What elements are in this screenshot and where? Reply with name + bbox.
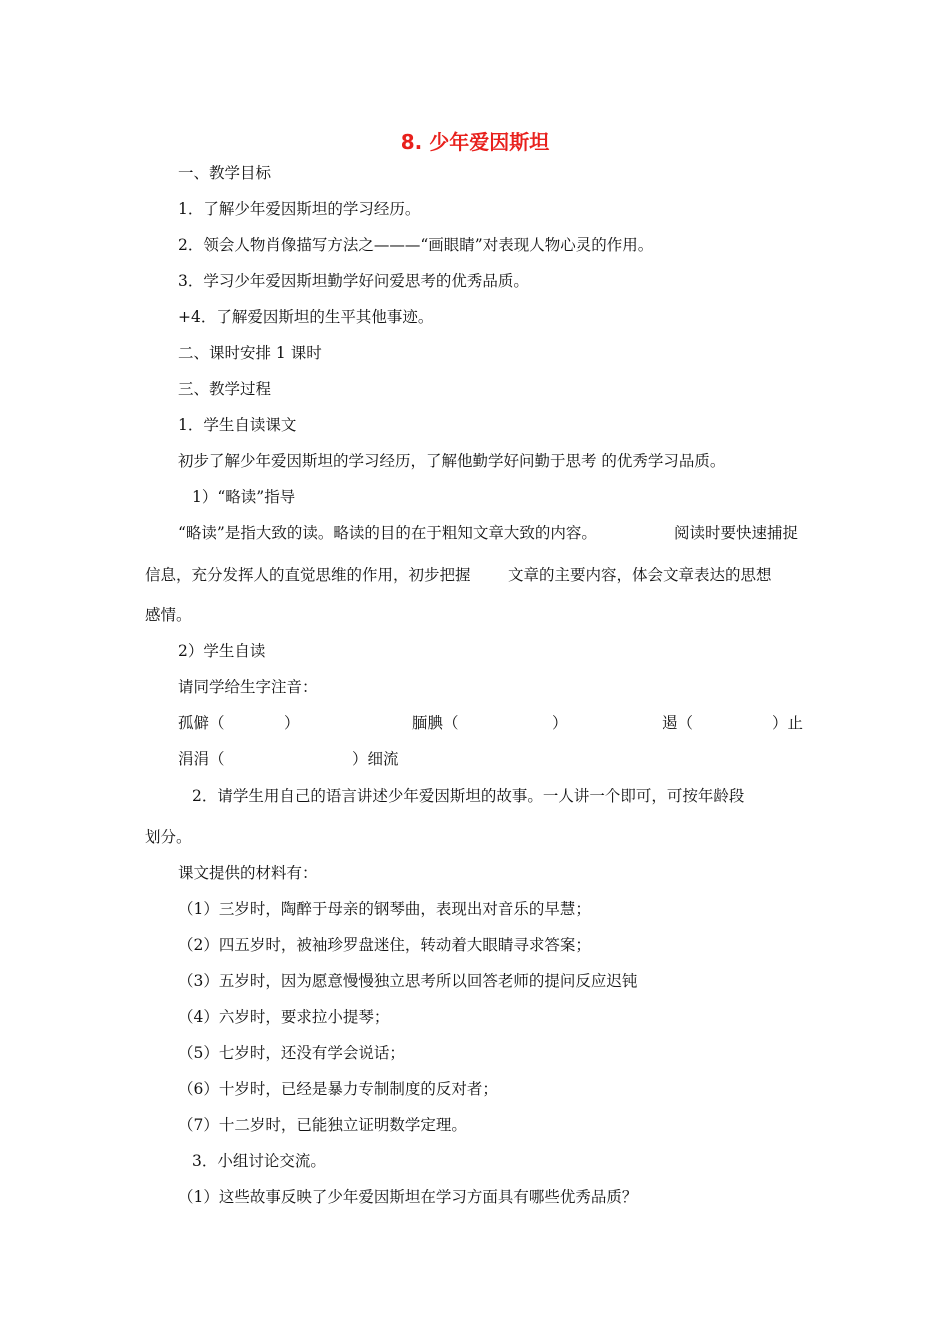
paragraph-line: 信息，充分发挥人的直觉思维的作用，初步把握 xyxy=(145,566,471,584)
section-heading: 二、课时安排 1 课时 xyxy=(178,344,322,362)
goal-item: 1．了解少年爱因斯坦的学习经历。 xyxy=(178,200,421,218)
goal-item: 2．领会人物肖像描写方法之———“画眼睛”对表现人物心灵的作用。 xyxy=(178,236,654,254)
list-item: （5）七岁时，还没有学会说话； xyxy=(178,1044,405,1062)
phonetic-word: ） xyxy=(284,714,300,732)
page-title: 8. 少年爱因斯坦 xyxy=(400,130,550,154)
list-item: （1）三岁时，陶醉于母亲的钢琴曲，表现出对音乐的早慧； xyxy=(178,900,591,918)
paragraph-line: 划分。 xyxy=(145,828,192,846)
list-item: （7）十二岁时，已能独立证明数学定理。 xyxy=(178,1116,467,1134)
paragraph: 请同学给生字注音： xyxy=(178,678,318,696)
paragraph-line: 文章的主要内容，体会文章表达的思想 xyxy=(508,566,772,584)
goal-item: +4．了解爱因斯坦的生平其他事迹。 xyxy=(178,308,434,326)
section-heading: 一、教学目标 xyxy=(178,164,272,182)
question-item: （1）这些故事反映了少年爱因斯坦在学习方面具有哪些优秀品质？ xyxy=(178,1188,638,1206)
list-item: （4）六岁时，要求拉小提琴； xyxy=(178,1008,390,1026)
paragraph-line: “略读”是指大致的读。略读的目的在于粗知文章大致的内容。 xyxy=(178,524,597,542)
sub-heading: 2）学生自读 xyxy=(178,642,266,660)
phonetic-word: 遏（ xyxy=(662,714,694,732)
sub-heading: 1）“略读”指导 xyxy=(192,488,296,506)
list-item: （2）四五岁时，被袖珍罗盘迷住，转动着大眼睛寻求答案； xyxy=(178,936,591,954)
goal-item: 3．学习少年爱因斯坦勤学好问爱思考的优秀品质。 xyxy=(178,272,529,290)
paragraph-line: 感情。 xyxy=(145,606,192,624)
step-heading: 3．小组讨论交流。 xyxy=(192,1152,326,1170)
paragraph: 初步了解少年爱因斯坦的学习经历，了解他勤学好问勤于思考 的优秀学习品质。 xyxy=(178,452,726,470)
phonetic-word: ）细流 xyxy=(352,750,399,768)
step-heading: 1．学生自读课文 xyxy=(178,416,297,434)
section-heading: 三、教学过程 xyxy=(178,380,272,398)
list-item: （3）五岁时，因为愿意慢慢独立思考所以回答老师的提问反应迟钝 xyxy=(178,972,638,990)
phonetic-word: 腼腆（ xyxy=(412,714,459,732)
phonetic-word: 涓涓（ xyxy=(178,750,225,768)
phonetic-word: ） xyxy=(552,714,568,732)
paragraph-line: 阅读时要快速捕捉 xyxy=(674,524,799,542)
step-heading: 2．请学生用自己的语言讲述少年爱因斯坦的故事。一人讲一个即可，可按年龄段 xyxy=(192,787,745,805)
phonetic-word: 孤僻（ xyxy=(178,714,225,732)
list-item: （6）十岁时，已经是暴力专制制度的反对者； xyxy=(178,1080,498,1098)
paragraph: 课文提供的材料有： xyxy=(178,864,318,882)
phonetic-word: ）止 xyxy=(772,714,804,732)
